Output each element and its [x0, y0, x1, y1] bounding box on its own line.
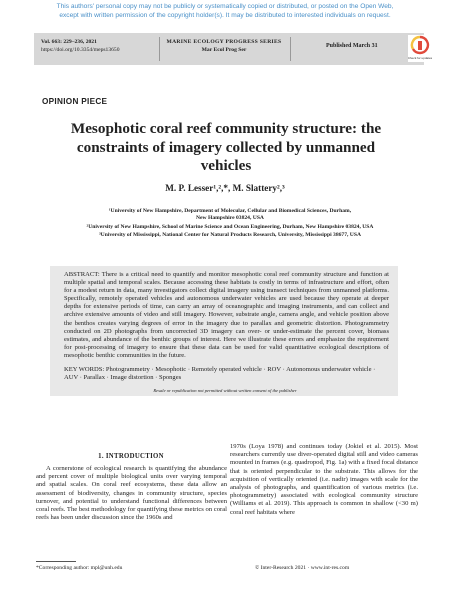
affiliation-2: ²University of New Hampshire, School of Marine Science and Ocean Engineering, Durham, New Hampshire 03824, USA	[86, 224, 374, 230]
corresponding-author: *Corresponding author: mpl@unh.edu	[36, 565, 123, 571]
publisher-copyright: © Inter-Research 2021 · www.int-res.com	[255, 565, 350, 571]
svg-text:Check for updates: Check for updates	[408, 56, 432, 60]
footnote-rule	[36, 561, 76, 562]
check-for-updates-icon[interactable]	[408, 35, 432, 62]
volume-info	[41, 39, 120, 54]
journal-title: MARINE ECOLOGY PROGRESS SERIES	[166, 39, 282, 45]
keywords: KEY WORDS: Photogrammetry · Mesophotic · Remotely operated vehicle · ROV · Autonomous underwater vehicle · AUV · Parallax · Image distortion · Sponges	[64, 366, 376, 382]
header-divider	[290, 37, 291, 61]
body-column-right: 1970s (Loya 1978) and continues today (Jokiel et al. 2015). Most researchers currently use diver-operated digital still and video cameras mounted in frames (e.g. quadropod, Fig. 1a) with a fixed focal distance that is oriented perpendicular to the substrate. This allows for the acquisition of vertically oriented (i.e. nadir) images with scale for the analysis of photographs, and quantification of various metrics (i.e. photogrammetry) associated with ecological community structure (Williams et al. 2019). This approach is common in shallow (<30 m) coral reef habitats where	[230, 443, 418, 516]
abstract-text: ABSTRACT: There is a critical need to quantify and monitor mesophotic coral reef community structure and function at multiple spatial and temporal scales. Because accessing these habitats is costly in terms of infrastructure and effort, often for a modest return in data, many investigators collect digital imagery using transect techniques from unmanned platforms. Specifically, remotely operated vehicles and autonomous underwater vehicles are used because they operate at deeper depths for extensive periods of time, can carry an array of oceanographic and imaging instruments, and can collect and archive extensive amounts of video and still imagery. However, substrate angle, camera angle, and vehicle position above the benthos creates varying degrees of error in the imagery due to parallax and geometric distortion. Photogrammetry conducted on 2D photographs from uncorrected 3D imagery can over- or under-estimate the percent cover, biomass estimates, and abundance of the benthic groups of interest. Here we illustrate these errors and emphasize the requirement for post-processing of imagery to ensure that these data can be used for valid quantitative ecological descriptions of mesophotic benthic communities in the future.	[64, 271, 389, 359]
notice-line-1: This authors' personal copy may not be publicly or systematically copied or distributed, or posted on the Open Web,	[56, 3, 394, 10]
affiliation-1-cont: New Hampshire 03824, USA	[196, 215, 264, 221]
section-heading: 1. INTRODUCTION	[98, 453, 164, 460]
journal-abbreviation: Mar Ecol Prog Ser	[201, 46, 247, 53]
affiliation-3: ³University of Mississippi, National Center for Natural Products Research, University, Mississippi 38677, USA	[99, 232, 361, 238]
volume: Vol. 663: 229–236, 2021	[41, 39, 97, 45]
author-list: M. P. Lesser¹,²,*, M. Slattery²,³	[165, 183, 285, 193]
article-type: OPINION PIECE	[42, 97, 108, 106]
published-date: Published March 31	[326, 43, 378, 49]
notice-line-2: except with written permission of the copyright holder(s). It may be distributed to interested individuals on request.	[59, 12, 391, 19]
doi-link[interactable]: https://doi.org/10.3354/meps13650	[41, 46, 120, 53]
journal-name	[160, 39, 288, 54]
journal-header	[34, 33, 424, 65]
paper-title: Mesophotic coral reef community structure: the constraints of imagery collected by unmanned vehicles	[70, 120, 382, 174]
copyright-notice	[0, 2, 450, 20]
affiliation-1: ¹University of New Hampshire, Department of Molecular, Cellular and Biomedical Sciences, Durham,	[108, 208, 352, 214]
body-column-left: A cornerstone of ecological research is quantifying the abundance and percent cover of multiple biological units over varying temporal and spatial scales. On coral reef ecosystems, these data allow an assessment of biodiversity, changes in community structure, species turnover, and potential to understand functional differences between coral reefs. The best methodology for quantifying these metrics on coral reefs has been under discussion since the 1960s and	[36, 465, 227, 522]
resale-notice: Resale or republication not permitted without written consent of the publisher	[153, 388, 297, 393]
